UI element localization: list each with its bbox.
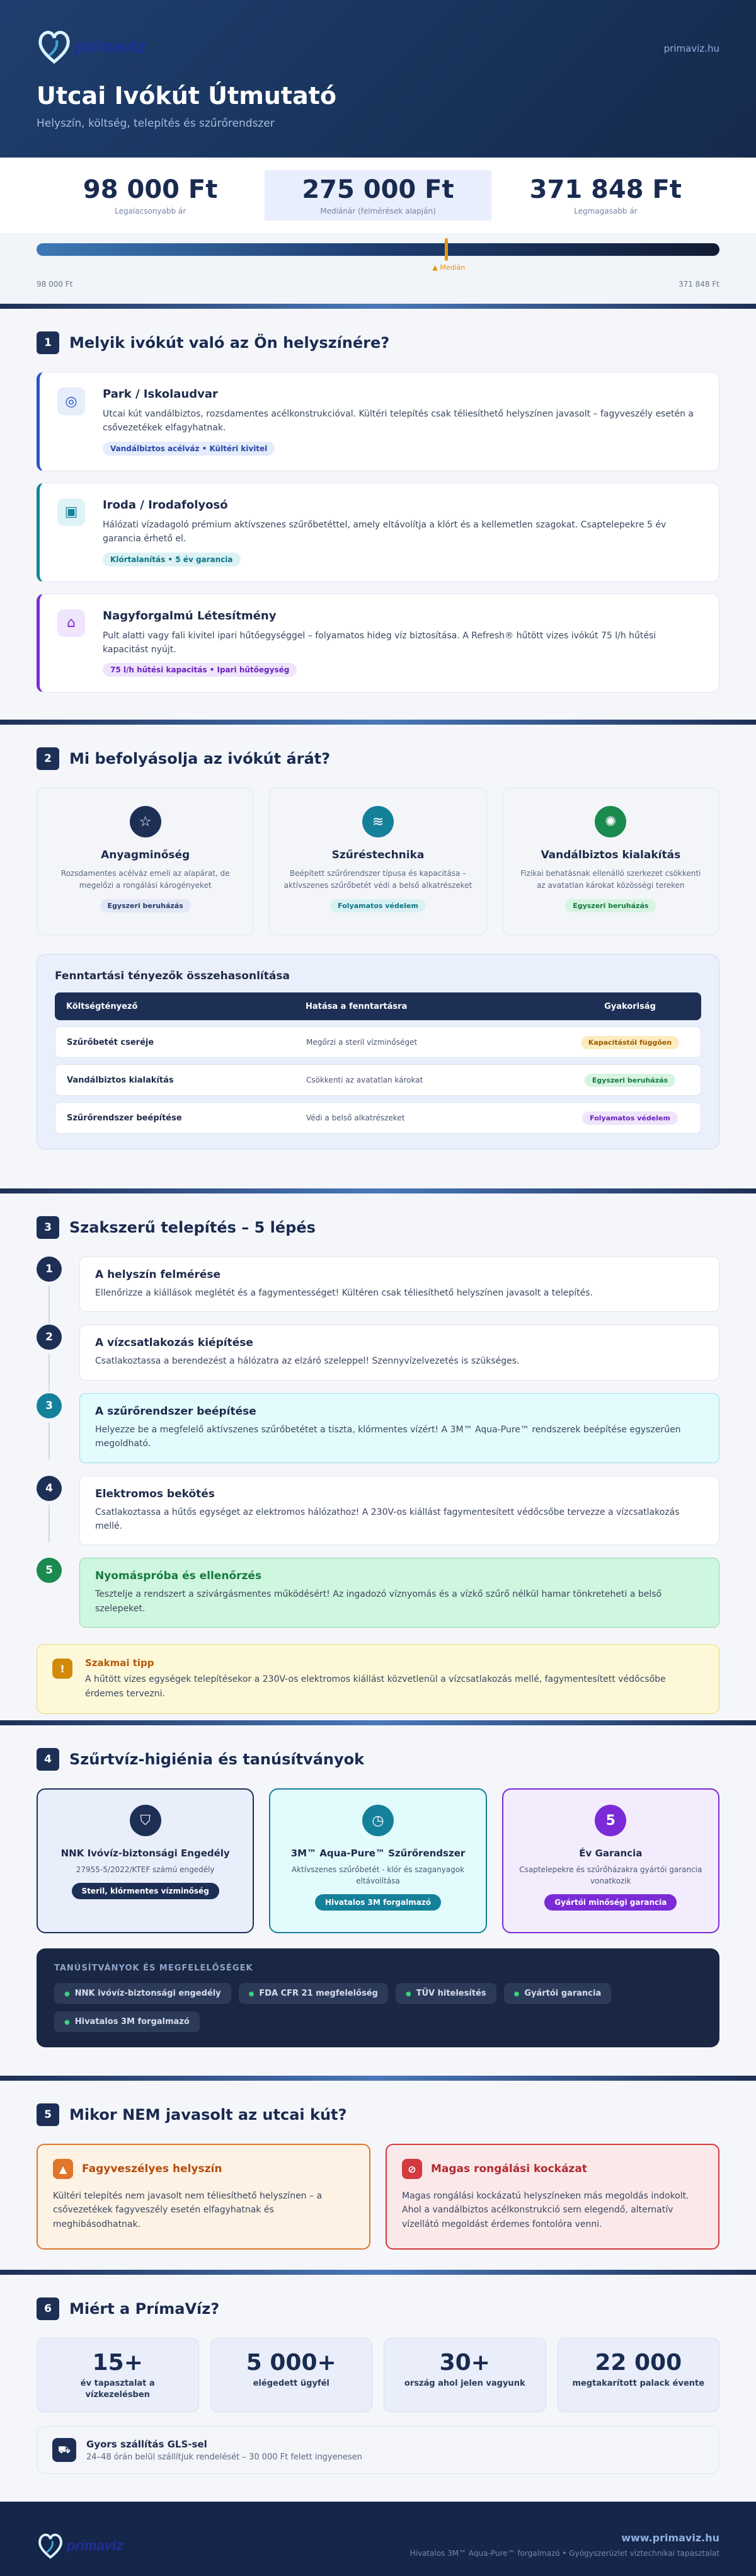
price-label: Legalacsonyabb ár: [115, 207, 186, 216]
frequency-badge: Folyamatos védelem: [582, 1112, 678, 1125]
step-title: A vízcsatlakozás kiépítése: [95, 1337, 253, 1350]
factor-title: Anyagminőség: [101, 849, 190, 861]
install-step: [37, 1393, 719, 1463]
divider: [0, 304, 756, 309]
table-cell: Szűrőrendszer beépítése: [67, 1113, 182, 1123]
factor-pill: Egyszeri beruházás: [100, 899, 191, 912]
clock-icon: ◷: [362, 1805, 394, 1836]
certifications-box: [37, 1948, 719, 2047]
factor-card: [37, 788, 254, 935]
page-title: Utcai Ivókút Útmutató: [37, 82, 336, 110]
step-text: Csatlakoztassa a hűtős egységet az elektromos hálózathoz! A 230V-os kiállást fagymentesített védőcsőbe tervezze a vízcsatlakozás mellé.: [95, 1507, 680, 1531]
footer: [0, 2502, 756, 2576]
table-row: [55, 1026, 701, 1058]
factor-card: [269, 788, 486, 935]
card-text: Hálózati vízadagoló prémium aktívszenes szűrőbetéttel, amely eltávolítja a klórt és a kellemetlen szagokat. Csaptelepekre 5 év garancia érhető el.: [103, 519, 667, 544]
logo[interactable]: [37, 25, 719, 68]
step-title: A helyszín felmérése: [95, 1268, 221, 1281]
install-step: [37, 1325, 719, 1380]
table-header-cell: Hatása a fenntartásra: [306, 1001, 408, 1011]
step-number: 5: [37, 1558, 62, 1583]
cert-text: Aktívszenes szűrőbetét - klór és szaganyagok eltávolítása: [291, 1865, 465, 1885]
warning-card-vandalism: [386, 2144, 719, 2250]
tip-title: Szakmai tipp: [85, 1657, 154, 1669]
cert-text: 27955-5/2022/KTEF számú engedély: [76, 1865, 215, 1874]
shipping-info: [37, 2426, 719, 2474]
cert-card: [269, 1788, 486, 1933]
stat-card: [384, 2338, 546, 2412]
price-value: 275 000 Ft: [302, 175, 454, 204]
truck-icon: ⛟: [52, 2438, 76, 2462]
section-location: [0, 309, 756, 720]
star-icon: ☆: [130, 806, 161, 837]
table-row: [55, 1064, 701, 1096]
cert-title: 3M™ Aqua-Pure™ Szűrőrendszer: [290, 1848, 466, 1859]
price-value: 98 000 Ft: [83, 175, 218, 204]
frequency-badge: Kapacitástól függően: [581, 1036, 679, 1049]
divider: [0, 2270, 756, 2275]
cert-title: NNK Ivóvíz-biztonsági Engedély: [60, 1848, 230, 1859]
table-header-cell: Gyakoriság: [604, 1001, 656, 1011]
section-price-factors: [0, 725, 756, 1188]
warning-text: Magas rongálási kockázatú helyszíneken más megoldás indokolt. Ahol a vandálbiztos acélkonstrukció sem elegendő, alternatív vízellátó megoldást érdemes fontolóra venni.: [402, 2191, 689, 2229]
cert-text: Csaptelepekre és szűrőházakra gyártói garancia vonatkozik: [519, 1865, 702, 1885]
section-number: 3: [37, 1216, 59, 1239]
card-tag: 75 l/h hűtési kapacitás • Ipari hűtőegység: [103, 663, 297, 677]
install-step: [37, 1476, 719, 1546]
certifications-title: TANÚSÍTVÁNYOK ÉS MEGFELELŐSÉGEK: [54, 1964, 253, 1973]
shipping-title: Gyors szállítás GLS-sel: [86, 2438, 207, 2450]
card-title: Iroda / Irodafolyosó: [103, 498, 228, 512]
cert-card: [37, 1788, 254, 1933]
section-hygiene: [0, 1725, 756, 2076]
table-cell: Védi a belső alkatrészeket: [306, 1113, 405, 1122]
divider: [0, 2076, 756, 2081]
section-number: 2: [37, 747, 59, 770]
step-title: Nyomáspróba és ellenőrzés: [95, 1570, 262, 1583]
card-text: Utcai kút vandálbiztos, rozsdamentes acélkonstrukcióval. Kültéri telepítés csak téliesíthető helyszínen javasolt – fagyveszély esetén a csővezetékek elfagyhatnak.: [103, 409, 694, 434]
logo-heart-icon: [37, 28, 72, 66]
range-max-label: 371 848 Ft: [678, 280, 719, 289]
factor-card: [502, 788, 719, 935]
card-title: Nagyforgalmú Létesítmény: [103, 609, 277, 623]
step-title: Elektromos bekötés: [95, 1487, 215, 1500]
section-title: Szakszerű telepítés – 5 lépés: [69, 1219, 316, 1236]
shipping-text: 24–48 órán belül szállítjuk rendelését – 30 000 Ft felett ingyenesen: [86, 2452, 362, 2462]
stat-number: 30+: [439, 2350, 490, 2376]
cert-chip: ● NNK ivóvíz-biztonsági engedély: [54, 1983, 231, 2004]
median-label: ▲ Medián: [432, 263, 466, 272]
cert-chip: ● Hivatalos 3M forgalmazó: [54, 2011, 200, 2032]
step-text: Csatlakoztassa a berendezést a hálózatra az elzáró szeleppel! Szennyvízelvezetés is szükséges.: [95, 1356, 520, 1367]
stat-text: megtakarított palack évente: [572, 2379, 705, 2388]
table-row: [55, 1102, 701, 1134]
cert-pill: Steril, klórmentes vízminőség: [72, 1883, 219, 1899]
table-header: [55, 992, 701, 1020]
prohibited-icon: ⊘: [402, 2159, 422, 2179]
tip-icon: !: [52, 1659, 72, 1679]
footer-note: Hivatalos 3M™ Aqua-Pure™ forgalmazó • Gyógyszerüzlet víztechnikai tapasztalat: [410, 2549, 719, 2558]
pro-tip: [37, 1644, 719, 1714]
cert-title: Év Garancia: [579, 1848, 643, 1859]
section-title: Melyik ivókút való az Ön helyszínére?: [69, 334, 390, 352]
stat-card: [210, 2338, 373, 2412]
price-min: [37, 170, 264, 221]
section-number: 5: [37, 2103, 59, 2126]
step-text: Helyezze be a megfelelő aktívszenes szűrőbetétet a tiszta, klórmentes vízért! A 3M™ Aqua-Pure™ rendszerek beépítése egyszerűen megoldható.: [95, 1424, 681, 1449]
price-label: Mediánár (felmérések alapján): [320, 207, 436, 216]
table-cell: Csökkenti az avatatlan károkat: [306, 1076, 423, 1084]
table-title: Fenntartási tényezők összehasonlítása: [55, 970, 290, 982]
frequency-badge: Egyszeri beruházás: [585, 1074, 675, 1087]
stat-number: 5 000+: [246, 2350, 336, 2376]
stat-number: 15+: [92, 2350, 143, 2376]
card-tag: Klórtalanítás • 5 év garancia: [103, 553, 241, 566]
warning-card-frost: [37, 2144, 370, 2250]
factor-pill: Egyszeri beruházás: [565, 899, 656, 912]
section-number: 6: [37, 2297, 59, 2320]
warning-text: Kültéri telepítés nem javasolt nem téliesíthető helyszínen – a csővezetékek fagyveszély esetén elfagyhatnak és meghibásodhatnak.: [53, 2191, 323, 2229]
section-installation: [0, 1193, 756, 1720]
install-step: [37, 1558, 719, 1628]
table-header-cell: Költségtényező: [66, 1001, 138, 1011]
stat-text: elégedett ügyfél: [253, 2379, 329, 2388]
footer-site-link[interactable]: www.primaviz.hu: [621, 2532, 719, 2544]
logo-text: primaviz: [74, 37, 146, 56]
card-tag: Vandálbiztos acélváz • Kültéri kivitel: [103, 442, 275, 456]
cert-pill: Gyártói minőségi garancia: [544, 1894, 677, 1911]
step-number: 2: [37, 1325, 62, 1350]
section-why-us: [0, 2275, 756, 2502]
stat-number: 22 000: [595, 2350, 682, 2376]
section-title: Mikor NEM javasolt az utcai kút?: [69, 2106, 347, 2124]
divider: [0, 1720, 756, 1725]
step-text: Tesztelje a rendszert a szivárgásmentes működésért! Az ingadozó víznyomás és a vízkő szűrő nélkül hamar tönkreteheti a belső szelepeket.: [95, 1589, 662, 1614]
stat-card: [37, 2338, 199, 2412]
step-number: 1: [37, 1256, 62, 1282]
building-icon: ⌂: [57, 609, 85, 637]
tip-text: A hűtött vizes egységek telepítésekor a 230V-os elektromos kiállást közvetlenül a vízcsatlakozás mellé, fagymentesített védőcsőbe érdemes tervezni.: [85, 1674, 666, 1699]
section-title: Szűrtvíz-higiénia és tanúsítványok: [69, 1751, 365, 1768]
median-marker: [445, 238, 448, 261]
stat-text: ország ahol jelen vagyunk: [404, 2379, 525, 2388]
section-title: Mi befolyásolja az ivókút árát?: [69, 750, 331, 768]
install-step: [37, 1256, 719, 1312]
card-text: Pult alatti vagy fali kivitel ipari hűtőegységgel – folyamatos hideg víz biztosítása. A Refresh® hűtött vizes ivókút 75 l/h hűtési kapacitást nyújt.: [103, 630, 656, 655]
compass-icon: ◎: [57, 388, 85, 415]
factor-text: Beépített szűrőrendszer típusa és kapacitása – aktívszenes szűrőbetét védi a belső alkatrészeket: [284, 869, 472, 890]
table-cell: Megőrzi a steril vízminőséget: [306, 1038, 418, 1047]
cert-chip: ● TÜV hitelesítés: [396, 1983, 496, 2004]
price-range-bar: [37, 243, 719, 256]
logo-text: primaviz: [67, 2538, 123, 2553]
price-value: 371 848 Ft: [529, 175, 682, 204]
price-max: [492, 170, 719, 221]
page-subtitle: Helyszín, költség, telepítés és szűrőrendszer: [37, 117, 275, 130]
logo-heart-icon: [37, 2531, 64, 2560]
table-cell: Vandálbiztos kialakítás: [67, 1075, 174, 1085]
step-title: A szűrőrendszer beépítése: [95, 1405, 256, 1418]
price-median: [265, 170, 491, 221]
cert-card: [502, 1788, 719, 1933]
filter-icon: ▣: [57, 498, 85, 526]
table-cell: Szűrőbetét cseréje: [67, 1037, 154, 1047]
section-number: 1: [37, 331, 59, 354]
range-min-label: 98 000 Ft: [37, 280, 73, 289]
price-range: [0, 233, 756, 304]
price-summary: [0, 158, 756, 233]
sun-icon: ✺: [595, 806, 626, 837]
factor-text: Rozsdamentes acélváz emeli az alapárat, de megelőzi a rongálási károgényeket: [60, 869, 230, 890]
warning-icon: ▲: [53, 2159, 73, 2179]
warning-title: Magas rongálási kockázat: [431, 2163, 587, 2175]
location-card-facility[interactable]: [37, 594, 719, 693]
shield-icon: ⛉: [130, 1805, 161, 1836]
cert-pill: Hivatalos 3M forgalmazó: [315, 1894, 441, 1911]
stat-text: év tapasztalat a vízkezelésben: [80, 2379, 155, 2400]
factor-pill: Folyamatos védelem: [330, 899, 426, 912]
warranty-years-badge: 5: [595, 1805, 626, 1836]
factor-title: Vandálbiztos kialakítás: [541, 849, 681, 861]
price-label: Legmagasabb ár: [574, 207, 638, 216]
step-number: 3: [37, 1393, 62, 1418]
section-title: Miért a PrímaVíz?: [69, 2300, 220, 2318]
section-number: 4: [37, 1748, 59, 1771]
warning-title: Fagyveszélyes helyszín: [82, 2163, 222, 2175]
location-card-office[interactable]: [37, 483, 719, 582]
card-title: Park / Iskolaudvar: [103, 388, 218, 401]
maintenance-table: [37, 954, 719, 1149]
divider: [0, 1188, 756, 1193]
cert-chip: ● Gyártói garancia: [504, 1983, 612, 2004]
step-text: Ellenőrizze a kiállások meglétét és a fagymentességet! Kültéren csak téliesíthető helyszínen javasolt a telepítés.: [95, 1288, 593, 1298]
location-card-park[interactable]: [37, 372, 719, 471]
cert-chip: ● FDA CFR 21 megfelelőség: [239, 1983, 388, 2004]
section-warnings: [0, 2081, 756, 2270]
factor-text: Fizikai behatásnak ellenálló szerkezet csökkenti az avatatlan károkat közösségi tereken: [520, 869, 701, 890]
step-number: 4: [37, 1476, 62, 1501]
layers-icon: ≋: [362, 806, 394, 837]
divider: [0, 720, 756, 725]
factor-title: Szűréstechnika: [331, 849, 425, 861]
site-link[interactable]: primaviz.hu: [663, 43, 719, 54]
stat-card: [558, 2338, 720, 2412]
hero-header: [0, 0, 756, 158]
